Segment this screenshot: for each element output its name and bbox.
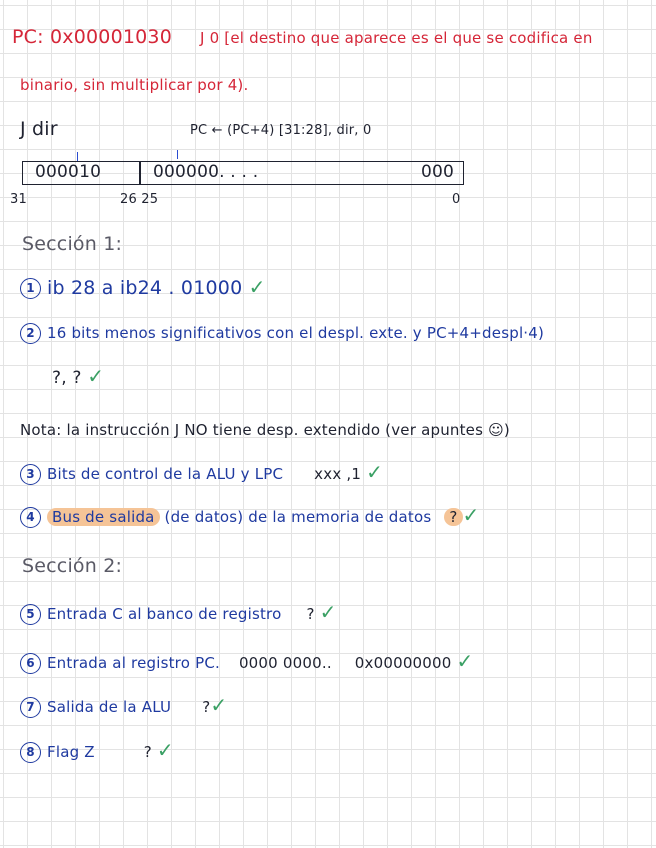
- item-3-value: xxx ,1: [314, 465, 362, 483]
- item-2-number: 2: [20, 323, 41, 344]
- item-2-answer: ?, ?: [52, 368, 82, 388]
- item-8-answer: ?: [143, 743, 152, 761]
- section-1-title: Sección 1:: [22, 233, 123, 255]
- pc-formula: PC ← (PC+4) [31:28], dir, 0: [190, 123, 372, 138]
- item-2-text: 16 bits menos significativos con el despl. exte. y PC+4+despl·4): [47, 324, 545, 342]
- item-4: [20, 505, 480, 528]
- item-4-check: ✓: [462, 503, 480, 527]
- item-6-text: Entrada al registro PC.: [47, 654, 220, 672]
- item-7-number: 7: [20, 697, 41, 718]
- item-6: [20, 651, 473, 674]
- register-divider: [139, 162, 141, 184]
- opcode-tick: [77, 152, 78, 161]
- item-8-number: 8: [20, 742, 41, 763]
- item-8-check: ✓: [156, 738, 174, 762]
- address-bits: 000000. . . .: [153, 162, 259, 182]
- item-3-check: ✓: [366, 460, 384, 484]
- item-6-hex: 0x00000000: [354, 654, 452, 672]
- bit-0-label: 0: [452, 192, 461, 207]
- item-3: [20, 462, 383, 485]
- pc-label: PC: 0x00001030: [12, 26, 173, 48]
- addr-tick: [177, 150, 178, 159]
- item-2: [20, 323, 544, 344]
- bit-31-label: 31: [10, 192, 27, 207]
- item-8: [20, 740, 174, 763]
- instruction-format: J dir: [20, 118, 58, 140]
- item-5: [20, 602, 337, 625]
- item-7-answer: ?: [202, 698, 211, 716]
- item-4-text: (de datos) de la memoria de datos: [164, 508, 432, 526]
- opcode-bits: 000010: [35, 162, 102, 182]
- item-1: [20, 277, 266, 299]
- item-5-number: 5: [20, 604, 41, 625]
- item-7-check: ✓: [210, 693, 228, 717]
- item-5-text: Entrada C al banco de registro: [47, 605, 282, 623]
- item-6-number: 6: [20, 653, 41, 674]
- instruction-register-box: [22, 161, 464, 185]
- item-1-number: 1: [20, 278, 41, 299]
- j-note-line2: binario, sin multiplicar por 4).: [20, 76, 249, 94]
- end-bits: 000: [421, 162, 455, 182]
- item-4-number: 4: [20, 507, 41, 528]
- item-7: [20, 695, 227, 718]
- item-4-answer: ?: [444, 508, 462, 526]
- item-7-text: Salida de la ALU: [47, 698, 172, 716]
- item-1-check: ✓: [248, 275, 266, 299]
- item-5-check: ✓: [319, 600, 337, 624]
- bit-26-25-label: 26 25: [120, 192, 159, 207]
- item-4-highlight: Bus de salida: [47, 508, 160, 526]
- item-8-text: Flag Z: [47, 743, 95, 761]
- j-note-line1: J 0 [el destino que aparece es el que se codifica en: [200, 29, 593, 47]
- item-6-value: 0000 0000..: [238, 654, 332, 672]
- section-2-title: Sección 2:: [22, 555, 123, 577]
- item-1-text: ib 28 a ib24 . 01000: [47, 277, 243, 299]
- item-6-check: ✓: [456, 649, 474, 673]
- item-5-answer: ?: [306, 605, 315, 623]
- item-3-text: Bits de control de la ALU y LPC: [47, 465, 284, 483]
- note: Nota: la instrucción J NO tiene desp. extendido (ver apuntes ☺): [20, 421, 510, 439]
- item-3-number: 3: [20, 464, 41, 485]
- item-2-check: ✓: [87, 364, 105, 388]
- item-2-answer-line: [52, 366, 104, 387]
